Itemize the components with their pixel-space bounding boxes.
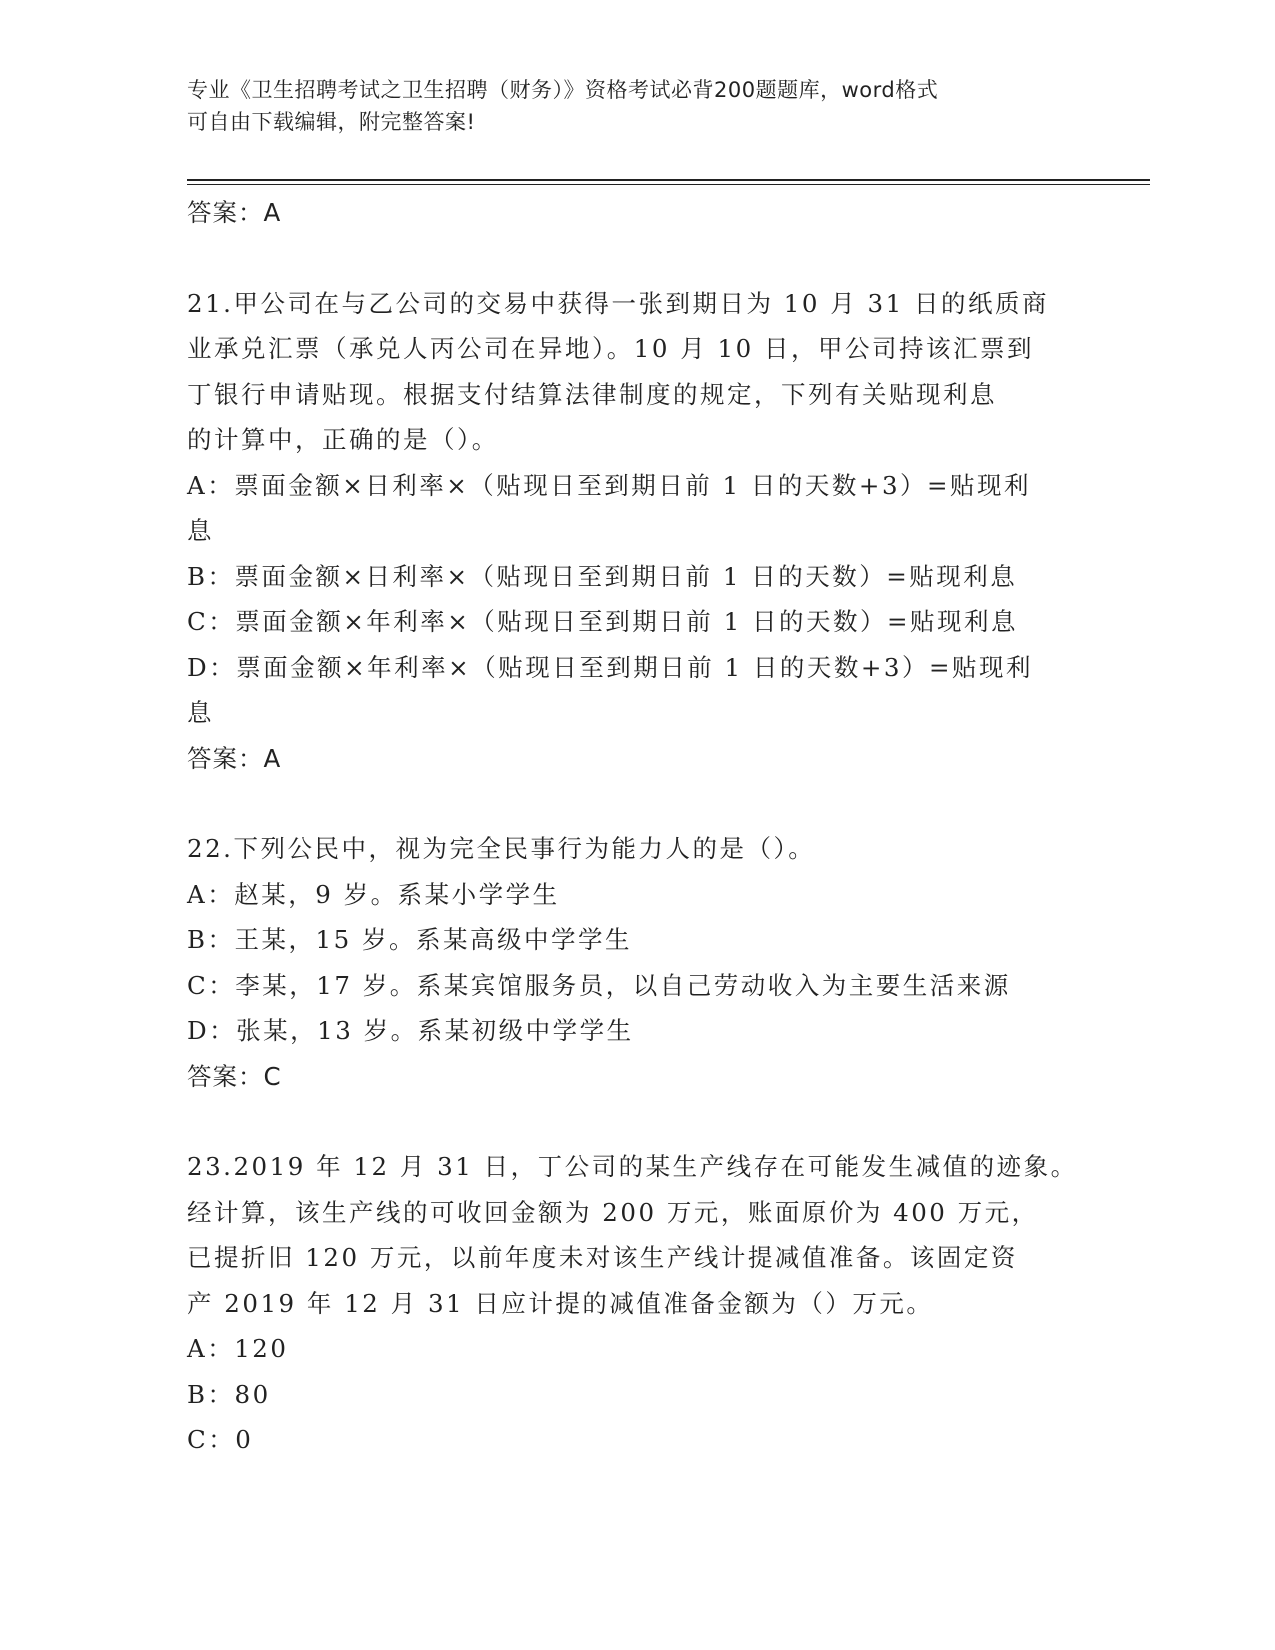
option-line: B：票面金额×日利率×（贴现日至到期日前 1 日的天数）=贴现利息 bbox=[187, 561, 1018, 591]
question-text-line: 业承兑汇票（承兑人丙公司在异地）。10 月 10 日，甲公司持该汇票到 bbox=[187, 334, 1034, 363]
spacer bbox=[187, 1099, 1087, 1144]
question-21 bbox=[187, 281, 1087, 782]
header-rule-thin bbox=[187, 184, 1150, 185]
question-text-line: 丁银行申请贴现。根据支付结算法律制度的规定，下列有关贴现利息 bbox=[187, 379, 997, 409]
answer-line: 答案：A bbox=[187, 198, 282, 227]
question-text-line: 21.甲公司在与乙公司的交易中获得一张到期日为 10 月 31 日的纸质商 bbox=[187, 288, 1049, 318]
answer-line: 答案：C bbox=[187, 1061, 282, 1091]
question-text-line: 的计算中，正确的是（）。 bbox=[187, 425, 499, 454]
option-line: C：李某，17 岁。系某宾馆服务员，以自己劳动收入为主要生活来源 bbox=[187, 970, 1011, 1000]
question-23 bbox=[187, 1144, 1087, 1463]
option-line: A：票面金额×日利率×（贴现日至到期日前 1 日的天数+3）=贴现利 bbox=[187, 470, 1032, 500]
answer-line: 答案：A bbox=[187, 743, 282, 773]
option-line: A：120 bbox=[187, 1334, 289, 1363]
question-text-line: 经计算，该生产线的可收回金额为 200 万元，账面原价为 400 万元， bbox=[187, 1197, 1039, 1227]
question-text-line: 22.下列公民中，视为完全民事行为能力人的是（）。 bbox=[187, 834, 816, 863]
header-line-1: 专业《卫生招聘考试之卫生招聘（财务）》资格考试必背200题题库，word格式 bbox=[187, 78, 939, 102]
question-text-line: 已提折旧 120 万元，以前年度未对该生产线计提减值准备。该固定资 bbox=[187, 1243, 1018, 1272]
option-line: C：票面金额×年利率×（贴现日至到期日前 1 日的天数）=贴现利息 bbox=[187, 607, 1018, 636]
option-line: D：票面金额×年利率×（贴现日至到期日前 1 日的天数+3）=贴现利 bbox=[187, 652, 1034, 682]
question-22 bbox=[187, 826, 1087, 1099]
option-line: B：80 bbox=[187, 1379, 271, 1409]
spacer bbox=[187, 781, 1087, 826]
question-text-line: 产 2019 年 12 月 31 日应计提的减值准备金额为（）万元。 bbox=[187, 1288, 934, 1318]
header-rule-thick bbox=[187, 179, 1150, 181]
question-text-line: 23.2019 年 12 月 31 日，丁公司的某生产线存在可能发生减值的迹象。 bbox=[187, 1152, 1078, 1181]
header-line-2: 可自由下载编辑，附完整答案! bbox=[187, 110, 476, 134]
option-line: C：0 bbox=[187, 1425, 254, 1454]
option-line: 息 bbox=[187, 516, 214, 545]
document-body bbox=[187, 190, 1087, 1463]
option-line: B：王某，15 岁。系某高级中学学生 bbox=[187, 925, 632, 954]
option-line: 息 bbox=[187, 698, 214, 727]
option-line: A：赵某，9 岁。系某小学学生 bbox=[187, 879, 560, 909]
page-header bbox=[187, 74, 1067, 138]
option-line: D：张某，13 岁。系某初级中学学生 bbox=[187, 1016, 634, 1045]
spacer bbox=[187, 236, 1087, 281]
